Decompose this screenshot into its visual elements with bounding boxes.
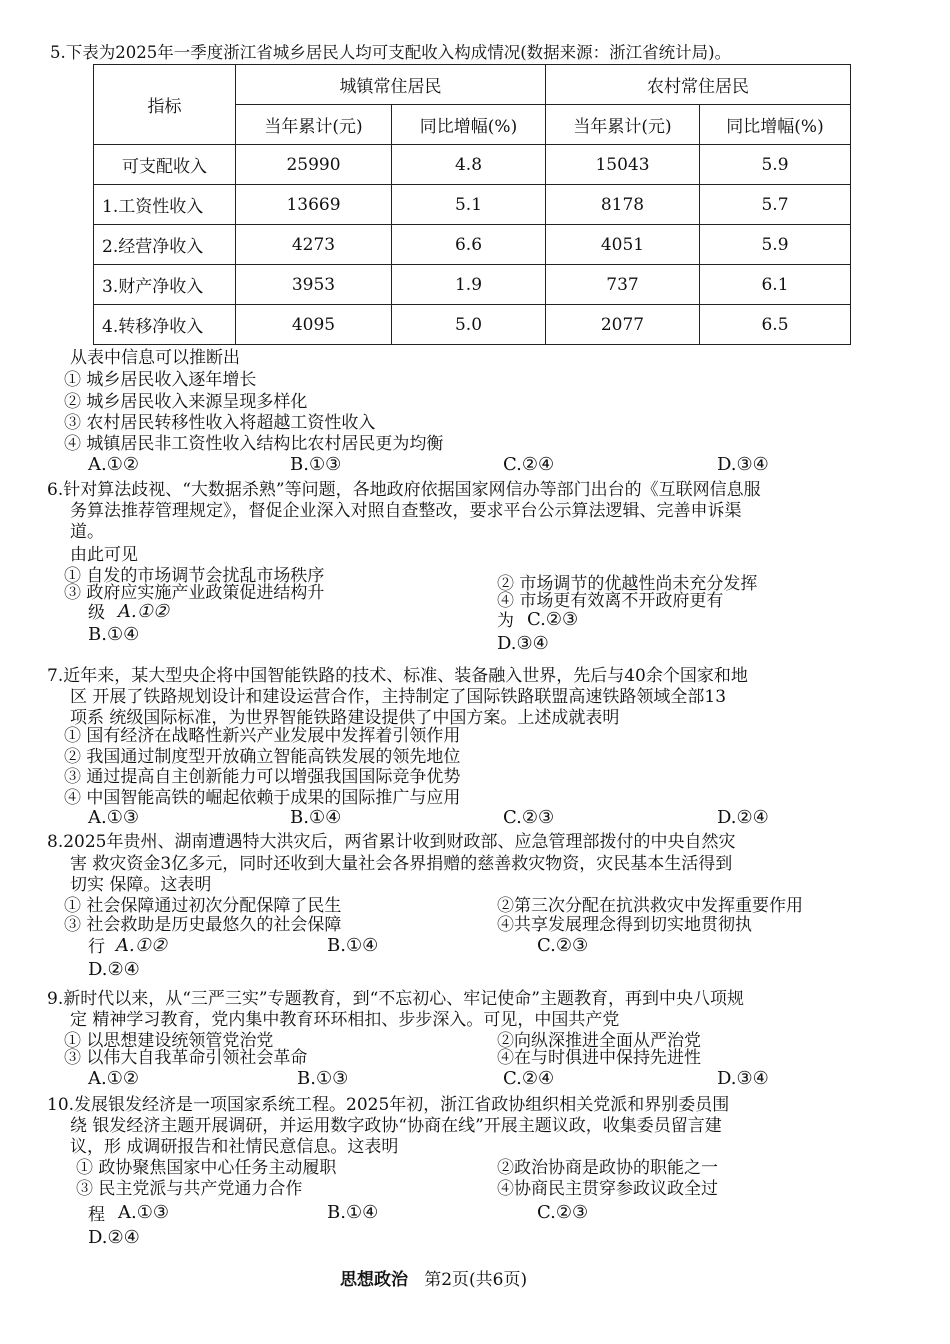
q7-stem-line: 区 开展了铁路规划设计和建设运营合作，主持制定了国际铁路联盟高速铁路领域全部13 (70, 687, 727, 707)
q6-option-d[interactable]: D.③④ (497, 633, 549, 654)
q8-option-a[interactable]: A.①② (116, 935, 167, 956)
q6-stem-line: 6.针对算法歧视、“大数据杀熟”等问题，各地政府依据国家网信办等部门出台的《互联网信息服 (47, 480, 761, 500)
table-cell: 6.6 (392, 225, 546, 265)
q6-stem-line: 务算法推荐管理规定》，督促企业深入对照自查整改，要求平台公示算法逻辑、完善申诉渠 (70, 501, 742, 521)
q7-stem-line: 项系 统级国际标准，为世界智能铁路建设提供了中国方案。上述成就表明 (70, 708, 620, 728)
table-cell: 15043 (546, 145, 700, 185)
q9-statement: ① 以思想建设统领管党治党 (64, 1031, 274, 1051)
q7-option-b[interactable]: B.①④ (290, 807, 342, 828)
q8-option-d[interactable]: D.②④ (88, 959, 140, 980)
table-row (94, 145, 851, 185)
q9-stem-line: 定 精神学习教育，党内集中教育环环相扣、步步深入。可见，中国共产党 (70, 1010, 620, 1030)
table-cell: 4.8 (392, 145, 546, 185)
q5-option-c[interactable]: C.②④ (503, 454, 555, 475)
table-cell: 25990 (236, 145, 392, 185)
q7-option-a[interactable]: A.①③ (88, 807, 139, 828)
table-cell: 5.9 (700, 225, 851, 265)
table-row (94, 305, 851, 345)
q8-statement: ②第三次分配在抗洪救灾中发挥重要作用 (497, 896, 803, 916)
table-subheader: 当年累计(元) (546, 105, 700, 145)
q9-option-a[interactable]: A.①② (88, 1068, 139, 1089)
q8-statement: ④共享发展理念得到切实地贯彻执 (497, 915, 752, 935)
table-subheader: 同比增幅(%) (700, 105, 851, 145)
q6-option-a[interactable]: A.①② (118, 601, 169, 622)
q5-option-d[interactable]: D.③④ (717, 454, 769, 475)
q10-stem-line: 绕 银发经济主题开展调研，并运用数字政协“协商在线”开展主题议政，收集委员留言建 (70, 1116, 722, 1136)
table-cell: 2077 (546, 305, 700, 345)
q9-option-b[interactable]: B.①③ (297, 1068, 349, 1089)
table-cell: 4051 (546, 225, 700, 265)
table-cell: 6.5 (700, 305, 851, 345)
q7-statement: ③ 通过提高自主创新能力可以增强我国国际竞争优势 (64, 767, 461, 787)
q6-statement: ② 市场调节的优越性尚未充分发挥 (497, 574, 758, 594)
q6-stem-line: 道。 (70, 522, 104, 542)
q10-statement: ① 政协聚焦国家中心任务主动履职 (76, 1158, 337, 1178)
table-cell: 8178 (546, 185, 700, 225)
q10-statement: ③ 民主党派与共产党通力合作 (76, 1179, 303, 1199)
q5-statement: ② 城乡居民收入来源呈现多样化 (64, 392, 308, 412)
q9-statement: ②向纵深推进全面从严治党 (497, 1031, 701, 1051)
table-header-urban: 城镇常住居民 (236, 65, 546, 105)
table-row-label: 3.财产净收入 (94, 265, 236, 305)
q5-statement: ③ 农村居民转移性收入将超越工资性收入 (64, 413, 376, 433)
q6-lead: 由此可见 (70, 545, 138, 565)
q6-statement: ④ 市场更有效离不开政府更有 (497, 591, 724, 611)
table-cell: 3953 (236, 265, 392, 305)
table-cell: 5.7 (700, 185, 851, 225)
q8-statement: ③ 社会救助是历史最悠久的社会保障 (64, 915, 342, 935)
q6-statement: ③ 政府应实施产业政策促进结构升 (64, 583, 325, 603)
q10-option-a[interactable]: A.①③ (118, 1202, 169, 1223)
q8-statement: ① 社会保障通过初次分配保障了民生 (64, 896, 342, 916)
q8-stem-line: 8.2025年贵州、湖南遭遇特大洪灾后，两省累计收到财政部、应急管理部拨付的中央自然灾 (47, 832, 736, 852)
page-footer (340, 1271, 527, 1291)
table-row-label: 1.工资性收入 (94, 185, 236, 225)
q10-statement: ②政治协商是政协的职能之一 (497, 1158, 718, 1178)
q9-stem-line: 9.新时代以来，从“三严三实”专题教育，到“不忘初心、牢记使命”主题教育，再到中央八项规 (47, 989, 744, 1009)
q8-stem-line: 害 救灾资金3亿多元，同时还收到大量社会各界捐赠的慈善救灾物资，灾民基本生活得到 (70, 854, 733, 874)
table-cell: 5.0 (392, 305, 546, 345)
table-cell: 737 (546, 265, 700, 305)
table-subheader: 当年累计(元) (236, 105, 392, 145)
q5-option-a[interactable]: A.①② (88, 454, 139, 475)
q6-option-b[interactable]: B.①④ (88, 624, 140, 645)
table-row-label: 可支配收入 (94, 145, 236, 185)
q7-option-d[interactable]: D.②④ (717, 807, 769, 828)
q5-stem: 5.下表为2025年一季度浙江省城乡居民人均可支配收入构成情况(数据来源：浙江省统计局)。 (50, 43, 732, 62)
q5-lead: 从表中信息可以推断出 (70, 348, 240, 368)
q9-statement: ④在与时俱进中保持先进性 (497, 1048, 701, 1068)
table-header-indicator: 指标 (94, 65, 236, 145)
table-row (94, 225, 851, 265)
table-row-label: 2.经营净收入 (94, 225, 236, 265)
q9-statement: ③ 以伟大自我革命引领社会革命 (64, 1048, 308, 1068)
q8-stem-line: 切实 保障。这表明 (70, 875, 212, 895)
q7-statement: ④ 中国智能高铁的崛起依赖于成果的国际推广与应用 (64, 788, 461, 808)
q10-statement: ④协商民主贯穿参政议政全过 (497, 1179, 718, 1199)
table-cell: 5.9 (700, 145, 851, 185)
q6-statement-wrap: 级 (88, 603, 105, 623)
q10-option-c[interactable]: C.②③ (537, 1202, 589, 1223)
q7-stem-line: 7.近年来，某大型央企将中国智能铁路的技术、标准、装备融入世界，先后与40余个国家和地 (47, 666, 748, 686)
q9-option-d[interactable]: D.③④ (717, 1068, 769, 1089)
q9-option-c[interactable]: C.②④ (503, 1068, 555, 1089)
table-row (94, 185, 851, 225)
q5-statement: ① 城乡居民收入逐年增长 (64, 370, 257, 390)
table-subheader: 同比增幅(%) (392, 105, 546, 145)
q10-option-d[interactable]: D.②④ (88, 1227, 140, 1248)
q10-statement-wrap: 程 (88, 1205, 105, 1225)
q7-statement: ① 国有经济在战略性新兴产业发展中发挥着引领作用 (64, 726, 461, 746)
q10-option-b[interactable]: B.①④ (327, 1202, 379, 1223)
income-table (93, 64, 851, 345)
footer-page-number: 第2页(共6页) (424, 1270, 528, 1290)
table-cell: 5.1 (392, 185, 546, 225)
table-cell: 4273 (236, 225, 392, 265)
q8-option-c[interactable]: C.②③ (537, 935, 589, 956)
q6-option-c[interactable]: C.②③ (527, 609, 579, 630)
table-cell: 6.1 (700, 265, 851, 305)
table-cell: 4095 (236, 305, 392, 345)
q10-stem-line: 议，形 成调研报告和社情民意信息。这表明 (70, 1137, 399, 1157)
footer-subject: 思想政治 (340, 1270, 408, 1290)
q7-option-c[interactable]: C.②③ (503, 807, 555, 828)
q8-option-b[interactable]: B.①④ (327, 935, 379, 956)
table-header-rural: 农村常住居民 (546, 65, 851, 105)
q7-statement: ② 我国通过制度型开放确立智能高铁发展的领先地位 (64, 747, 461, 767)
q5-option-b[interactable]: B.①③ (290, 454, 342, 475)
table-row (94, 265, 851, 305)
q8-statement-wrap: 行 (88, 937, 105, 957)
q6-statement: ① 自发的市场调节会扰乱市场秩序 (64, 566, 325, 586)
q6-statement-wrap: 为 (497, 611, 514, 631)
table-row-label: 4.转移净收入 (94, 305, 236, 345)
q10-stem-line: 10.发展银发经济是一项国家系统工程。2025年初，浙江省政协组织相关党派和界别委员围 (47, 1095, 730, 1115)
q5-statement: ④ 城镇居民非工资性收入结构比农村居民更为均衡 (64, 434, 444, 454)
table-cell: 1.9 (392, 265, 546, 305)
table-cell: 13669 (236, 185, 392, 225)
